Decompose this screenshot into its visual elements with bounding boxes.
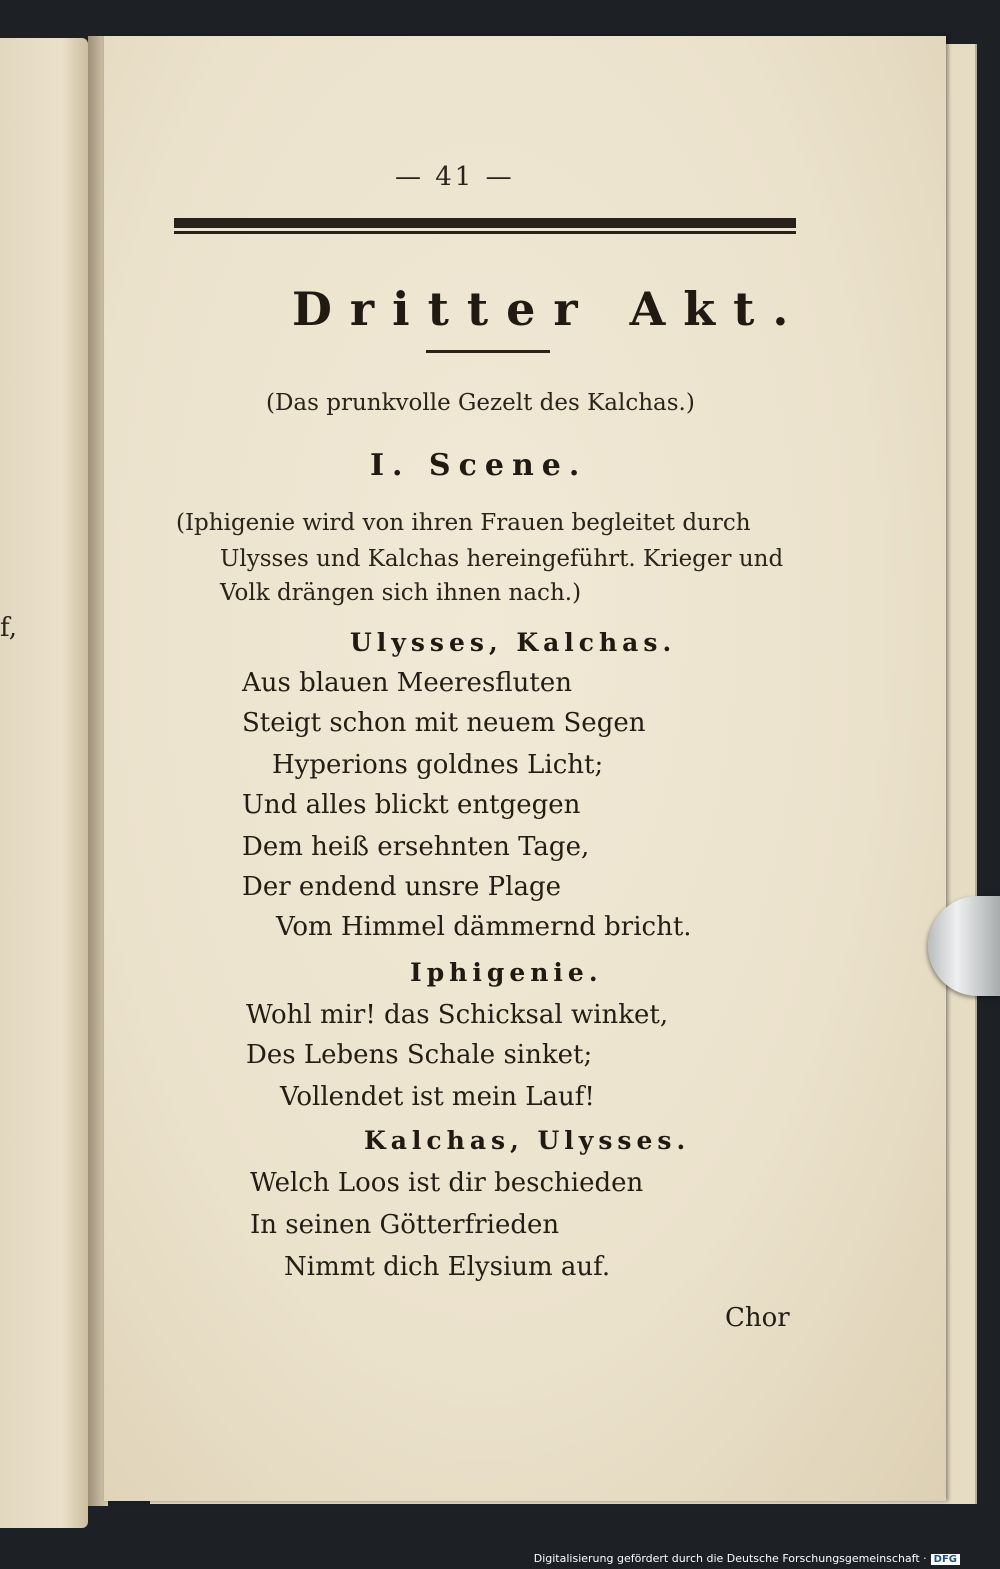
speaker-label: Ulysses, Kalchas.	[350, 628, 677, 657]
title-rule	[426, 350, 550, 353]
verse-line: Welch Loos ist dir beschieden	[250, 1168, 644, 1198]
verse-line: Hyperions goldnes Licht;	[272, 750, 604, 780]
verse-line: Dem heiß ersehnten Tage,	[242, 832, 590, 862]
catchword: Chor	[725, 1303, 790, 1333]
stage-direction-line: Volk drängen sich ihnen nach.)	[220, 580, 582, 606]
speaker-label: Kalchas, Ulysses.	[364, 1126, 691, 1155]
verse-line: Nimmt dich Elysium auf.	[284, 1252, 611, 1282]
digitization-credit	[534, 1552, 960, 1565]
verse-line: Der endend unsre Plage	[242, 872, 561, 902]
verse-line: Vollendet ist mein Lauf!	[280, 1082, 595, 1112]
verse-line: Aus blauen Meeresfluten	[242, 668, 572, 698]
header-rule	[174, 218, 796, 231]
setting-line: (Das prunkvolle Gezelt des Kalchas.)	[266, 390, 695, 416]
verse-line: Und alles blickt entgegen	[242, 790, 581, 820]
speaker-label: Iphigenie.	[410, 958, 603, 987]
verse-line: Steigt schon mit neuem Segen	[242, 708, 646, 738]
dfg-logo: DFG	[931, 1554, 960, 1565]
verse-line: Vom Himmel dämmernd bricht.	[276, 912, 692, 942]
act-title: Dritter Akt.	[292, 282, 807, 336]
verse-line: In seinen Götterfrieden	[250, 1210, 560, 1240]
stage-direction-line: Ulysses und Kalchas hereingeführt. Krieger und	[220, 546, 784, 572]
credit-text: Digitalisierung gefördert durch die Deutsche Forschungsgemeinschaft ·	[533, 1552, 927, 1565]
left-page-fragment: f,	[0, 613, 17, 643]
verse-line: Wohl mir! das Schicksal winket,	[246, 1000, 669, 1030]
left-page	[0, 38, 88, 1528]
verse-line: Des Lebens Schale sinket;	[246, 1040, 593, 1070]
stage-direction-line: (Iphigenie wird von ihren Frauen begleitet durch	[176, 510, 751, 536]
page-number: — 41 —	[395, 162, 515, 192]
scene-heading: I. Scene.	[370, 448, 588, 483]
